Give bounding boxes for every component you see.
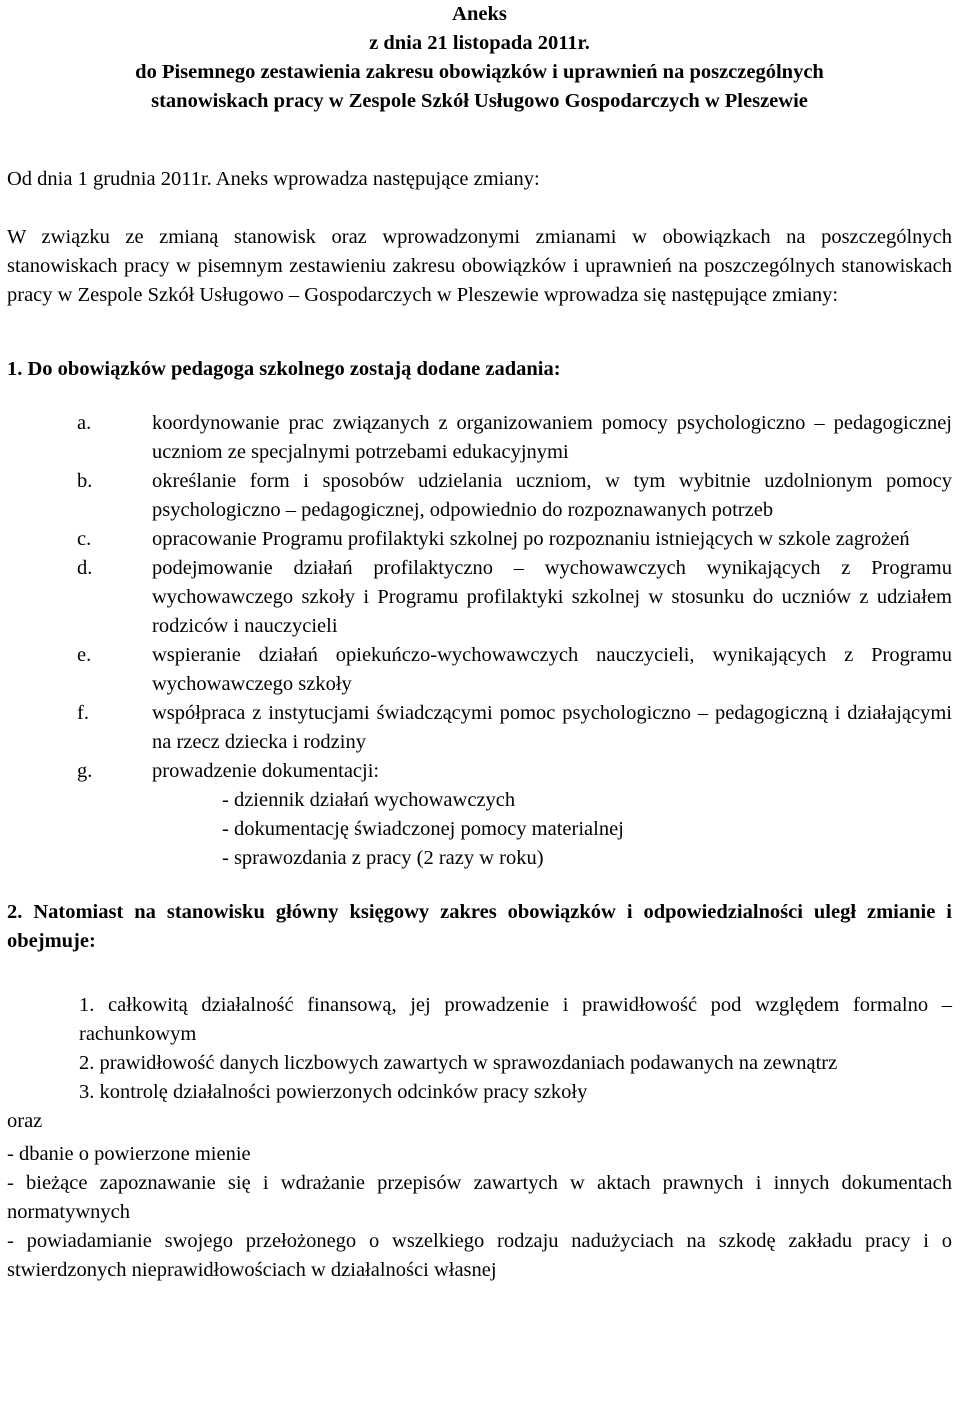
list-marker: c. [77, 528, 92, 550]
dash-list-item: - bieżące zapoznawanie się i wdrażanie przepisów zawartych w aktach prawnych i innych dokumentach normatywnych [7, 1172, 952, 1223]
intro-date-line: Od dnia 1 grudnia 2011r. Aneks wprowadza następujące zmiany: [7, 168, 540, 190]
list-marker: e. [77, 644, 92, 666]
dash-list-item: - dbanie o powierzone mienie [7, 1143, 251, 1165]
list-item-text: opracowanie Programu profilaktyki szkolnej po rozpoznaniu istniejących w szkole zagrożeń [152, 528, 910, 550]
list-item [7, 641, 952, 699]
list-item [7, 757, 952, 873]
title-line-subject-2: stanowiskach pracy w Zespole Szkół Usługowo Gospodarczych w Pleszewie [151, 90, 808, 112]
section-2-heading: 2. Natomiast na stanowisku główny księgowy zakres obowiązków i odpowiedzialności uległ zmianie i obejmuje: [7, 901, 952, 952]
title-line-date: z dnia 21 listopada 2011r. [369, 32, 590, 54]
oraz-label: oraz [7, 1110, 43, 1132]
list-item: 3. kontrolę działalności powierzonych odcinków pracy szkoły [79, 1081, 588, 1103]
list-item-text: prowadzenie dokumentacji: [152, 760, 380, 782]
list-marker: d. [77, 557, 93, 579]
list-marker: g. [77, 760, 93, 782]
list-marker: b. [77, 470, 93, 492]
list-item-text: wspieranie działań opiekuńczo-wychowawczych nauczycieli, wynikających z Programu wychowawczego szkoły [152, 644, 952, 695]
list-item-text: koordynowanie prac związanych z organizowaniem pomocy psychologiczno – pedagogicznej uczniom ze specjalnymi potrzebami edukacyjnymi [152, 412, 952, 463]
dash-list-item: - powiadamianie swojego przełożonego o wszelkiego rodzaju nadużyciach na szkodę zakładu pracy i o stwierdzonych nieprawidłowościach w działalności własnej [7, 1230, 952, 1281]
intro-paragraph: W związku ze zmianą stanowisk oraz wprowadzonymi zmianami w obowiązkach na poszczególnych stanowiskach pracy w pisemnym zestawieniu zakresu obowiązków i uprawnień na poszczególnych stanowiskach pracy w Zespole Szkół Usługowo – Gospodarczych w Pleszewie wprowadza się następujące zmiany: [7, 226, 952, 306]
list-item [7, 409, 952, 467]
documentation-sub-list [152, 786, 952, 873]
section-1-heading: 1. Do obowiązków pedagoga szkolnego zostają dodane zadania: [7, 358, 561, 380]
sub-list-item: - dokumentację świadczonej pomocy materialnej [222, 818, 624, 840]
list-marker: f. [77, 702, 89, 724]
list-item-text: współpraca z instytucjami świadczącymi pomoc psychologiczno – pedagogiczną i działającymi na rzecz dziecka i rodziny [152, 702, 952, 753]
section-1-task-list [7, 409, 952, 873]
document-title [7, 0, 952, 116]
sub-list-item: - sprawozdania z pracy (2 razy w roku) [222, 847, 544, 869]
title-line-subject-1: do Pisemnego zestawienia zakresu obowiązków i uprawnień na poszczególnych [135, 61, 824, 83]
list-item [7, 525, 952, 554]
list-item [7, 554, 952, 641]
list-item: 1. całkowitą działalność finansową, jej prowadzenie i prawidłowość pod względem formalno – rachunkowym [79, 994, 952, 1045]
list-marker: a. [77, 412, 92, 434]
list-item-text: podejmowanie działań profilaktyczno – wychowawczych wynikających z Programu wychowawczego szkoły i Programu profilaktyki szkolnej w stosunku do uczniów z udziałem rodziców i nauczycieli [152, 557, 952, 637]
list-item-text: określanie form i sposobów udzielania uczniom, w tym wybitnie uzdolnionym pomocy psychologiczno – pedagogicznej, odpowiednio do rozpoznawanych potrzeb [152, 470, 952, 521]
sub-list-item: - dziennik działań wychowawczych [222, 789, 516, 811]
title-line-aneks: Aneks [452, 3, 507, 25]
list-item [7, 467, 952, 525]
list-item [7, 699, 952, 757]
section-2-numbered-list [7, 991, 952, 1107]
section-2-dash-list [7, 1140, 952, 1285]
list-item: 2. prawidłowość danych liczbowych zawartych w sprawozdaniach podawanych na zewnątrz [79, 1052, 838, 1074]
